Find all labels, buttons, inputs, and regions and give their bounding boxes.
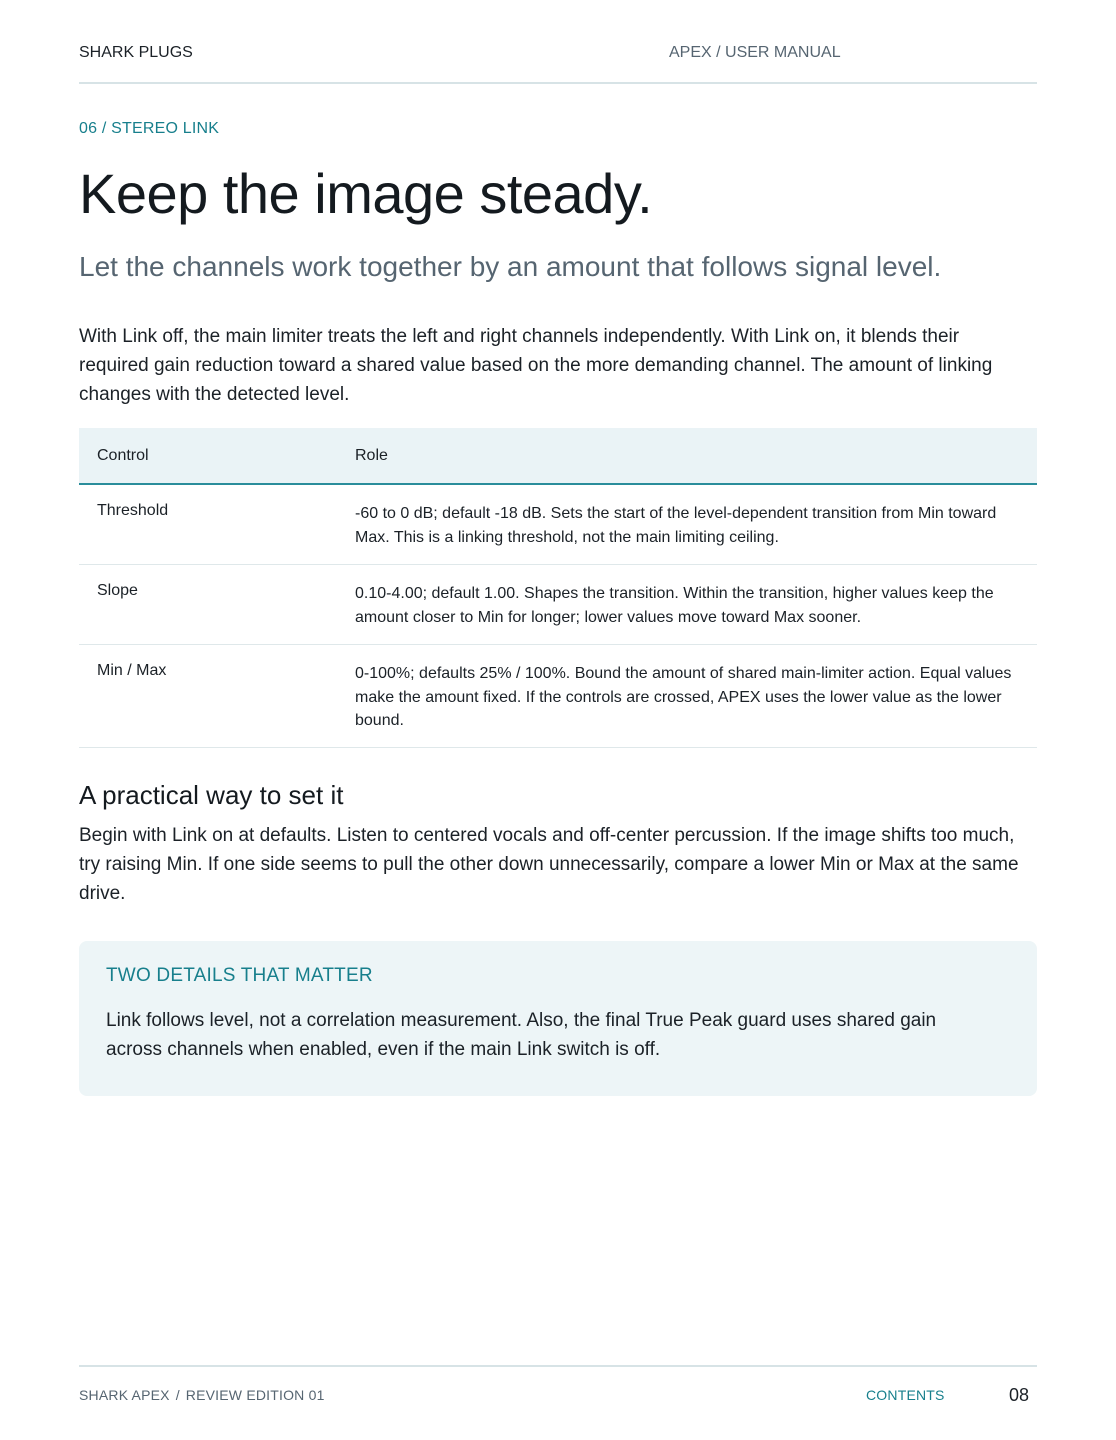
page-subtitle: Let the channels work together by an amount that follows signal level. [79,251,942,282]
footer-edition [79,1387,325,1403]
column-header-control: Control [97,447,149,464]
control-name: Threshold [97,502,169,519]
footer-product: SHARK APEX [79,1387,170,1403]
table-row [79,485,1037,565]
intro-paragraph: With Link off, the main limiter treats the left and right channels independently. With Link on, it blends their required gain reduction toward a shared value based on the more demanding channel. The amount of linking changes with the detected level. [79,326,993,405]
controls-table [79,428,1037,748]
control-role: 0.10-4.00; default 1.00. Shapes the transition. Within the transition, higher values keep the amount closer to Min for longer; lower values move toward Max sooner. [355,585,994,626]
table-row [79,645,1037,748]
column-header-role: Role [355,447,388,464]
manual-page [79,0,1037,1440]
page-number: 08 [1009,1385,1030,1405]
section-eyebrow: 06 / STEREO LINK [79,120,220,137]
footer-edition-label: REVIEW EDITION 01 [185,1387,325,1403]
contents-link[interactable]: CONTENTS [866,1387,945,1403]
control-role: 0-100%; defaults 25% / 100%. Bound the amount of shared main-limiter action. Equal values make the amount fixed. If the controls are crossed, APEX uses the lower value as the lower bound. [355,665,1012,729]
control-name: Slope [97,582,138,599]
footer-separator: / [175,1387,180,1403]
callout-box [79,941,1037,1096]
practical-heading: A practical way to set it [79,780,344,810]
table-row [79,565,1037,645]
control-role: -60 to 0 dB; default -18 dB. Sets the start of the level-dependent transition from Min toward Max. This is a linking threshold, not the main limiting ceiling. [355,505,997,546]
control-name: Min / Max [97,662,167,679]
page-header [79,40,1037,84]
brand-name: SHARK PLUGS [79,44,193,61]
table-header [79,428,1037,485]
callout-title: TWO DETAILS THAT MATTER [106,965,373,986]
callout-body: Link follows level, not a correlation measurement. Also, the final True Peak guard uses shared gain across channels when enabled, even if the main Link switch is off. [106,1010,937,1060]
practical-paragraph: Begin with Link on at defaults. Listen to centered vocals and off-center percussion. If the image shifts too much, try raising Min. If one side seems to pull the other down unnecessarily, compare a lower Min or Max at the same drive. [79,825,1019,904]
page-footer [79,1365,1037,1417]
page-title: Keep the image steady. [79,162,653,225]
manual-title: APEX / USER MANUAL [669,44,841,61]
